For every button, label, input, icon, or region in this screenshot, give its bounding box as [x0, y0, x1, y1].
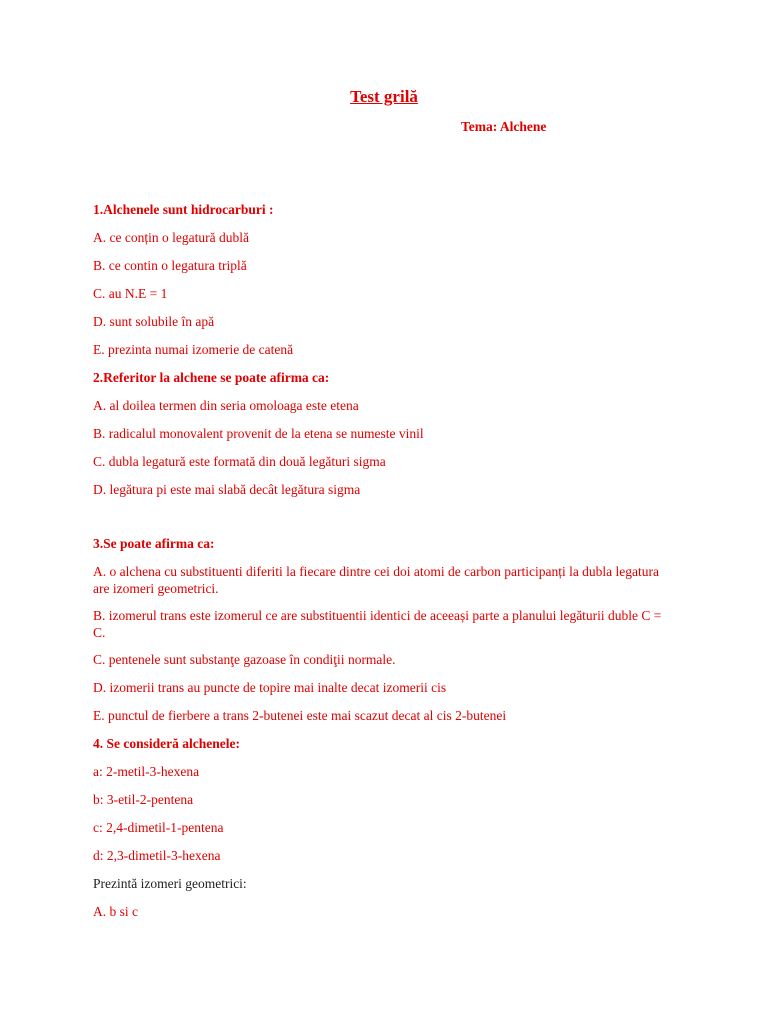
- question-3-option-a: A. o alchena cu substituenti diferiti la fiecare dintre cei doi atomi de carbon participanți la dubla legatura are izomeri geometrici.: [93, 564, 660, 596]
- question-2-option-b: B. radicalul monovalent provenit de la etena se numeste vinil: [93, 426, 424, 441]
- question-4-item-b: b: 3-etil-2-pentena: [93, 792, 194, 807]
- question-2-option-d: D. legătura pi este mai slabă decât legătura sigma: [93, 482, 361, 497]
- question-1-option-d: D. sunt solubile în apă: [93, 314, 215, 329]
- question-1: [93, 201, 673, 359]
- question-4-answer-a: A. b si c: [93, 904, 138, 919]
- question-4-prompt: Prezintă izomeri geometrici:: [93, 876, 247, 891]
- question-3-heading: 3.Se poate afirma ca:: [93, 536, 215, 551]
- document-title: Test grilă: [350, 87, 418, 106]
- question-4-item-a: a: 2-metil-3-hexena: [93, 764, 200, 779]
- question-1-option-c: C. au N.E = 1: [93, 286, 168, 301]
- question-1-option-b: B. ce contin o legatura triplă: [93, 258, 247, 273]
- question-2-option-a: A. al doilea termen din seria omoloaga este etena: [93, 398, 359, 413]
- question-3-option-c: C. pentenele sunt substanţe gazoase în condiţii normale.: [93, 652, 396, 667]
- question-4: [93, 735, 673, 921]
- question-1-option-e: E. prezinta numai izomerie de catenă: [93, 342, 294, 357]
- question-2: [93, 369, 673, 499]
- question-1-option-a: A. ce conțin o legatură dublă: [93, 230, 249, 245]
- question-3-option-e: E. punctul de fierbere a trans 2-butenei este mai scazut decat al cis 2-butenei: [93, 708, 507, 723]
- question-3-option-d: D. izomerii trans au puncte de topire mai inalte decat izomerii cis: [93, 680, 447, 695]
- question-2-option-c: C. dubla legatură este formată din două legături sigma: [93, 454, 386, 469]
- question-4-item-c: c: 2,4-dimetil-1-pentena: [93, 820, 224, 835]
- question-4-item-d: d: 2,3-dimetil-3-hexena: [93, 848, 221, 863]
- question-2-heading: 2.Referitor la alchene se poate afirma ca:: [93, 370, 330, 385]
- question-1-heading: 1.Alchenele sunt hidrocarburi :: [93, 202, 274, 217]
- questions-section: [93, 201, 673, 931]
- question-4-heading: 4. Se consideră alchenele:: [93, 736, 240, 751]
- question-3: [93, 535, 673, 725]
- document-subtitle: Tema: Alchene: [461, 119, 547, 134]
- section-spacer: [93, 509, 673, 535]
- question-3-option-b: B. izomerul trans este izomerul ce are substituentii identici de aceeași parte a planului legăturii duble C = C.: [93, 608, 662, 640]
